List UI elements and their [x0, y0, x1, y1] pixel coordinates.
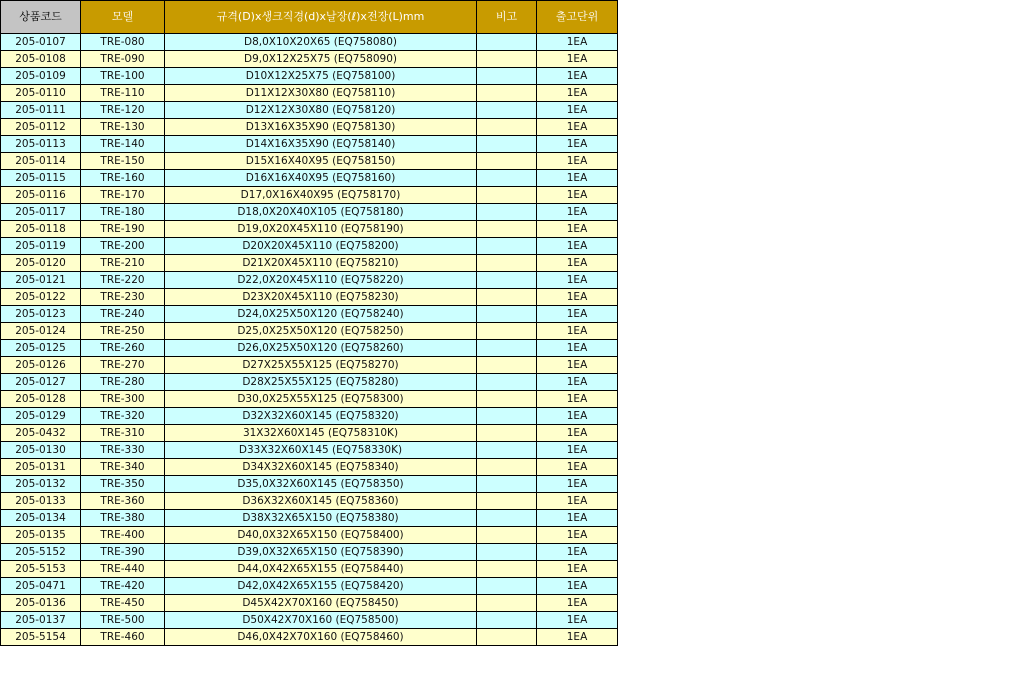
cell-product-code: 205-0135 — [1, 527, 81, 544]
table-row — [1, 306, 618, 323]
table-row — [1, 68, 618, 85]
cell-unit: 1EA — [537, 612, 618, 629]
cell-spec: D27X25X55X125 (EQ758270) — [165, 357, 477, 374]
cell-model: TRE-160 — [81, 170, 165, 187]
cell-model: TRE-180 — [81, 204, 165, 221]
cell-spec: D20X20X45X110 (EQ758200) — [165, 238, 477, 255]
cell-product-code: 205-0432 — [1, 425, 81, 442]
cell-model: TRE-340 — [81, 459, 165, 476]
cell-note — [477, 459, 537, 476]
cell-spec: D14X16X35X90 (EQ758140) — [165, 136, 477, 153]
table-row — [1, 629, 618, 646]
cell-model: TRE-500 — [81, 612, 165, 629]
cell-unit: 1EA — [537, 323, 618, 340]
cell-note — [477, 391, 537, 408]
cell-unit: 1EA — [537, 119, 618, 136]
cell-unit: 1EA — [537, 476, 618, 493]
cell-product-code: 205-0122 — [1, 289, 81, 306]
table-row — [1, 85, 618, 102]
cell-unit: 1EA — [537, 459, 618, 476]
table-row — [1, 34, 618, 51]
cell-spec: D19,0X20X45X110 (EQ758190) — [165, 221, 477, 238]
cell-unit: 1EA — [537, 391, 618, 408]
cell-spec: D18,0X20X40X105 (EQ758180) — [165, 204, 477, 221]
cell-product-code: 205-0117 — [1, 204, 81, 221]
cell-model: TRE-450 — [81, 595, 165, 612]
cell-note — [477, 561, 537, 578]
cell-product-code: 205-0118 — [1, 221, 81, 238]
cell-unit: 1EA — [537, 272, 618, 289]
cell-spec: D8,0X10X20X65 (EQ758080) — [165, 34, 477, 51]
cell-spec: D10X12X25X75 (EQ758100) — [165, 68, 477, 85]
table-row — [1, 102, 618, 119]
table-row — [1, 119, 618, 136]
cell-unit: 1EA — [537, 408, 618, 425]
cell-model: TRE-230 — [81, 289, 165, 306]
cell-note — [477, 238, 537, 255]
cell-unit: 1EA — [537, 187, 618, 204]
cell-unit: 1EA — [537, 204, 618, 221]
cell-spec: D44,0X42X65X155 (EQ758440) — [165, 561, 477, 578]
cell-unit: 1EA — [537, 51, 618, 68]
table-row — [1, 272, 618, 289]
cell-product-code: 205-5154 — [1, 629, 81, 646]
cell-unit: 1EA — [537, 153, 618, 170]
table-row — [1, 374, 618, 391]
cell-model: TRE-280 — [81, 374, 165, 391]
cell-unit: 1EA — [537, 595, 618, 612]
cell-model: TRE-390 — [81, 544, 165, 561]
cell-model: TRE-100 — [81, 68, 165, 85]
cell-note — [477, 187, 537, 204]
cell-unit: 1EA — [537, 238, 618, 255]
cell-note — [477, 476, 537, 493]
cell-unit: 1EA — [537, 170, 618, 187]
table-row — [1, 527, 618, 544]
cell-unit: 1EA — [537, 136, 618, 153]
table-row — [1, 493, 618, 510]
cell-note — [477, 408, 537, 425]
cell-unit: 1EA — [537, 289, 618, 306]
table-row — [1, 544, 618, 561]
table-row — [1, 510, 618, 527]
cell-product-code: 205-0107 — [1, 34, 81, 51]
cell-model: TRE-320 — [81, 408, 165, 425]
cell-product-code: 205-0108 — [1, 51, 81, 68]
header-product-code: 상품코드 — [1, 1, 81, 34]
cell-unit: 1EA — [537, 306, 618, 323]
cell-product-code: 205-0119 — [1, 238, 81, 255]
table-row — [1, 136, 618, 153]
cell-note — [477, 289, 537, 306]
cell-product-code: 205-0471 — [1, 578, 81, 595]
cell-unit: 1EA — [537, 425, 618, 442]
cell-note — [477, 527, 537, 544]
cell-unit: 1EA — [537, 221, 618, 238]
cell-note — [477, 595, 537, 612]
cell-model: TRE-350 — [81, 476, 165, 493]
cell-unit: 1EA — [537, 34, 618, 51]
table-row — [1, 408, 618, 425]
cell-note — [477, 374, 537, 391]
cell-unit: 1EA — [537, 68, 618, 85]
cell-model: TRE-110 — [81, 85, 165, 102]
table-row — [1, 391, 618, 408]
cell-product-code: 205-0112 — [1, 119, 81, 136]
cell-product-code: 205-0111 — [1, 102, 81, 119]
cell-product-code: 205-0114 — [1, 153, 81, 170]
cell-unit: 1EA — [537, 85, 618, 102]
table-row — [1, 153, 618, 170]
table-body — [1, 34, 618, 646]
cell-spec: D11X12X30X80 (EQ758110) — [165, 85, 477, 102]
cell-product-code: 205-5152 — [1, 544, 81, 561]
table-row — [1, 238, 618, 255]
header-spec: 규격(D)x생크직경(d)x날장(ℓ)x전장(L)mm — [165, 1, 477, 34]
header-unit: 출고단위 — [537, 1, 618, 34]
cell-note — [477, 340, 537, 357]
table-row — [1, 442, 618, 459]
cell-unit: 1EA — [537, 578, 618, 595]
cell-unit: 1EA — [537, 510, 618, 527]
cell-unit: 1EA — [537, 102, 618, 119]
cell-model: TRE-330 — [81, 442, 165, 459]
cell-spec: D26,0X25X50X120 (EQ758260) — [165, 340, 477, 357]
cell-model: TRE-420 — [81, 578, 165, 595]
cell-product-code: 205-0131 — [1, 459, 81, 476]
cell-unit: 1EA — [537, 527, 618, 544]
cell-model: TRE-190 — [81, 221, 165, 238]
cell-product-code: 205-0120 — [1, 255, 81, 272]
table-row — [1, 595, 618, 612]
cell-note — [477, 544, 537, 561]
cell-note — [477, 612, 537, 629]
table-row — [1, 323, 618, 340]
cell-product-code: 205-0124 — [1, 323, 81, 340]
cell-product-code: 205-0130 — [1, 442, 81, 459]
cell-spec: D17,0X16X40X95 (EQ758170) — [165, 187, 477, 204]
cell-model: TRE-090 — [81, 51, 165, 68]
cell-note — [477, 323, 537, 340]
cell-spec: D21X20X45X110 (EQ758210) — [165, 255, 477, 272]
table-row — [1, 170, 618, 187]
cell-spec: D42,0X42X65X155 (EQ758420) — [165, 578, 477, 595]
cell-note — [477, 221, 537, 238]
cell-product-code: 205-0129 — [1, 408, 81, 425]
cell-note — [477, 629, 537, 646]
cell-note — [477, 306, 537, 323]
cell-model: TRE-170 — [81, 187, 165, 204]
cell-note — [477, 442, 537, 459]
table-row — [1, 204, 618, 221]
cell-model: TRE-300 — [81, 391, 165, 408]
cell-model: TRE-440 — [81, 561, 165, 578]
cell-model: TRE-080 — [81, 34, 165, 51]
cell-note — [477, 136, 537, 153]
cell-spec: D36X32X60X145 (EQ758360) — [165, 493, 477, 510]
cell-product-code: 205-0137 — [1, 612, 81, 629]
table-header-row — [1, 1, 618, 34]
cell-note — [477, 578, 537, 595]
cell-model: TRE-380 — [81, 510, 165, 527]
cell-note — [477, 255, 537, 272]
cell-product-code: 205-0128 — [1, 391, 81, 408]
cell-unit: 1EA — [537, 544, 618, 561]
table-row — [1, 459, 618, 476]
cell-product-code: 205-0127 — [1, 374, 81, 391]
cell-spec: D28X25X55X125 (EQ758280) — [165, 374, 477, 391]
cell-note — [477, 425, 537, 442]
cell-spec: D25,0X25X50X120 (EQ758250) — [165, 323, 477, 340]
table-row — [1, 289, 618, 306]
table-row — [1, 476, 618, 493]
cell-product-code: 205-0136 — [1, 595, 81, 612]
cell-unit: 1EA — [537, 561, 618, 578]
cell-unit: 1EA — [537, 340, 618, 357]
cell-unit: 1EA — [537, 629, 618, 646]
cell-product-code: 205-0125 — [1, 340, 81, 357]
cell-unit: 1EA — [537, 442, 618, 459]
cell-product-code: 205-0115 — [1, 170, 81, 187]
cell-product-code: 205-0133 — [1, 493, 81, 510]
cell-product-code: 205-0121 — [1, 272, 81, 289]
cell-note — [477, 153, 537, 170]
table-row — [1, 221, 618, 238]
table-row — [1, 255, 618, 272]
cell-spec: D9,0X12X25X75 (EQ758090) — [165, 51, 477, 68]
table-row — [1, 340, 618, 357]
cell-unit: 1EA — [537, 493, 618, 510]
table-row — [1, 561, 618, 578]
cell-spec: D30,0X25X55X125 (EQ758300) — [165, 391, 477, 408]
cell-note — [477, 68, 537, 85]
cell-spec: D38X32X65X150 (EQ758380) — [165, 510, 477, 527]
cell-unit: 1EA — [537, 255, 618, 272]
cell-model: TRE-130 — [81, 119, 165, 136]
table-row — [1, 612, 618, 629]
cell-spec: D12X12X30X80 (EQ758120) — [165, 102, 477, 119]
cell-note — [477, 51, 537, 68]
cell-product-code: 205-0126 — [1, 357, 81, 374]
cell-spec: D23X20X45X110 (EQ758230) — [165, 289, 477, 306]
cell-product-code: 205-0110 — [1, 85, 81, 102]
cell-note — [477, 34, 537, 51]
table-row — [1, 357, 618, 374]
cell-model: TRE-240 — [81, 306, 165, 323]
cell-product-code: 205-0116 — [1, 187, 81, 204]
cell-note — [477, 204, 537, 221]
cell-spec: D34X32X60X145 (EQ758340) — [165, 459, 477, 476]
cell-unit: 1EA — [537, 374, 618, 391]
cell-model: TRE-360 — [81, 493, 165, 510]
table-row — [1, 51, 618, 68]
header-note: 비고 — [477, 1, 537, 34]
cell-product-code: 205-0123 — [1, 306, 81, 323]
cell-note — [477, 85, 537, 102]
cell-note — [477, 119, 537, 136]
cell-spec: D40,0X32X65X150 (EQ758400) — [165, 527, 477, 544]
cell-spec: D15X16X40X95 (EQ758150) — [165, 153, 477, 170]
cell-model: TRE-150 — [81, 153, 165, 170]
cell-product-code: 205-0134 — [1, 510, 81, 527]
cell-spec: D22,0X20X45X110 (EQ758220) — [165, 272, 477, 289]
cell-spec: D46,0X42X70X160 (EQ758460) — [165, 629, 477, 646]
cell-model: TRE-310 — [81, 425, 165, 442]
cell-spec: 31X32X60X145 (EQ758310K) — [165, 425, 477, 442]
cell-model: TRE-400 — [81, 527, 165, 544]
table-row — [1, 578, 618, 595]
table-row — [1, 187, 618, 204]
cell-model: TRE-210 — [81, 255, 165, 272]
cell-model: TRE-250 — [81, 323, 165, 340]
cell-spec: D32X32X60X145 (EQ758320) — [165, 408, 477, 425]
cell-spec: D39,0X32X65X150 (EQ758390) — [165, 544, 477, 561]
cell-note — [477, 493, 537, 510]
cell-spec: D13X16X35X90 (EQ758130) — [165, 119, 477, 136]
cell-model: TRE-220 — [81, 272, 165, 289]
cell-product-code: 205-0109 — [1, 68, 81, 85]
cell-note — [477, 170, 537, 187]
cell-spec: D24,0X25X50X120 (EQ758240) — [165, 306, 477, 323]
cell-model: TRE-270 — [81, 357, 165, 374]
cell-spec: D16X16X40X95 (EQ758160) — [165, 170, 477, 187]
header-model: 모델 — [81, 1, 165, 34]
cell-note — [477, 102, 537, 119]
cell-model: TRE-140 — [81, 136, 165, 153]
cell-model: TRE-200 — [81, 238, 165, 255]
table-row — [1, 425, 618, 442]
cell-note — [477, 510, 537, 527]
cell-note — [477, 357, 537, 374]
cell-product-code: 205-5153 — [1, 561, 81, 578]
cell-product-code: 205-0113 — [1, 136, 81, 153]
cell-spec: D45X42X70X160 (EQ758450) — [165, 595, 477, 612]
cell-unit: 1EA — [537, 357, 618, 374]
cell-note — [477, 272, 537, 289]
cell-spec: D33X32X60X145 (EQ758330K) — [165, 442, 477, 459]
cell-product-code: 205-0132 — [1, 476, 81, 493]
cell-spec: D35,0X32X60X145 (EQ758350) — [165, 476, 477, 493]
cell-spec: D50X42X70X160 (EQ758500) — [165, 612, 477, 629]
cell-model: TRE-460 — [81, 629, 165, 646]
cell-model: TRE-260 — [81, 340, 165, 357]
cell-model: TRE-120 — [81, 102, 165, 119]
